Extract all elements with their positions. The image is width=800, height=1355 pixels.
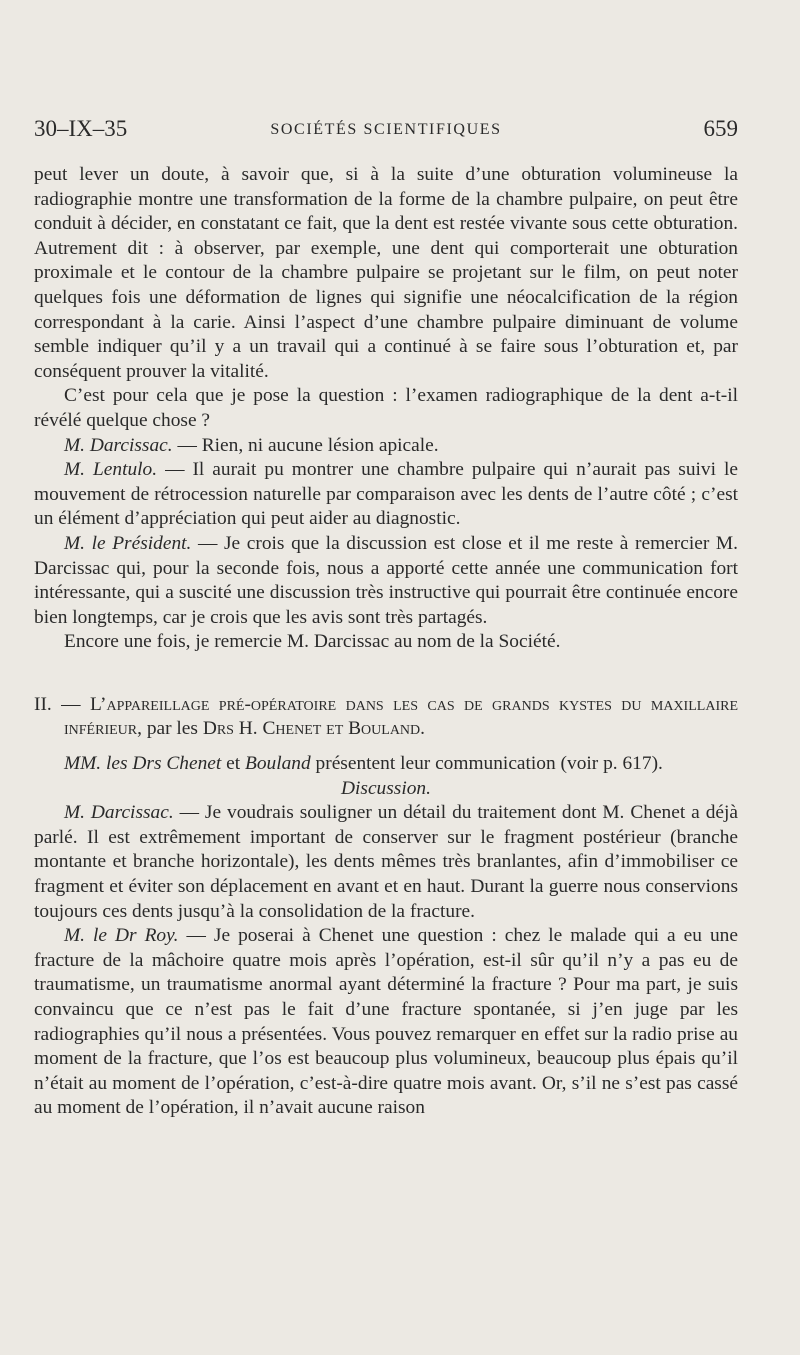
discussion-heading: Discussion. (341, 777, 431, 799)
page-number: 659 (703, 116, 738, 141)
speaker: M. le Dr Roy. (64, 925, 179, 947)
paragraph: M. le Président. — Je crois que la discussion est close et il me reste à remercier M. Darcissac qui, pour la seconde fois, nous a apporté cette année une communication fort intéressante, qui a suscité une discussion très instructive qui pourrait être continuée encore bien longtemps, car je crois que les avis sont très partagés. (34, 532, 738, 628)
speaker: M. Darcissac. (64, 802, 174, 824)
speaker: M. Darcissac. (64, 434, 173, 456)
speaker: M. le Président. (64, 532, 192, 554)
paragraph: M. Darcissac. — Je voudrais souligner un détail du traitement dont M. Chenet a déjà parlé. Il est extrêmement important de conserver sur le fragment postérieur (branche montante et branche horizontale), les dents mêmes très branlantes, afin d’immobiliser ce fragment et éviter son déplacement en avant et en haut. Durant la guerre nous conservions toujours ces dents jusqu’à la consolidation de la fracture. (34, 802, 738, 922)
paragraph: C’est pour cela que je pose la question : l’examen radiographique de la dent a-t-il révélé quelque chose ? (34, 385, 738, 431)
page-body (34, 163, 738, 1121)
speaker: M. Lentulo. (64, 459, 158, 481)
paragraph: M. Darcissac. — Rien, ni aucune lésion apicale. (64, 434, 439, 456)
paragraph: M. le Dr Roy. — Je poserai à Chenet une question : chez le malade qui a eu une fracture de la mâchoire quatre mois après l’opération, est-il sûr qu’il n’y a pas eu de traumatisme, un traumatisme anormal ayant déterminé la fracture ? Pour ma part, je suis convaincu que ce n’est pas le fait d’une fracture spontanée, si j’en juge par les radiographies qu’il nous a présentées. Vous pouvez remarquer en effet sur la radio prise au moment de la fracture, que l’os est beaucoup plus volumineux, beaucoup plus épais qu’il n’était au moment de l’opération, c’est-à-dire quatre mois avant. Or, s’il ne s’est pas cassé au moment de l’opération, il n’avait aucune raison (34, 925, 738, 1119)
paragraph: Encore une fois, je remercie M. Darcissac au nom de la Société. (64, 631, 561, 653)
running-header (34, 116, 738, 146)
paragraph: MM. les Drs Chenet et Bouland présentent leur communication (voir p. 617). (64, 753, 663, 775)
header-title: SOCIÉTÉS SCIENTIFIQUES (270, 121, 502, 138)
paragraph: M. Lentulo. — Il aurait pu montrer une chambre pulpaire qui n’aurait pas suivi le mouvement de rétrocession naturelle par comparaison avec les dents de l’autre côté ; c’est un élément d’appréciation qui peut aider au diagnostic. (34, 459, 738, 530)
header-date: 30–IX–35 (34, 116, 128, 141)
paragraph: peut lever un doute, à savoir que, si à la suite d’une obturation volumineuse la radiographie montre une transformation de la forme de la chambre pulpaire, on peut être conduit à décider, en constatant ce fait, que la dent est restée vivante sous cette obturation. Autrement dit : à observer, par exemple, une dent qui comporterait une obturation proximale et le contour de la chambre pulpaire se projetant sur le film, on peut noter quelques fois une déformation de lignes qui signifie une néocalcification de la région correspondant à la carie. Ainsi l’aspect d’une chambre pulpaire diminuant de volume semble indiquer qu’il y a un travail qui a continué à se faire sous l’obturation et, par conséquent prouver la vitalité. (34, 164, 738, 382)
section-heading: II. — L’appareillage pré-opératoire dans les cas de grands kystes du maxillaire inférieur, par les Drs H. Chenet et Bouland. (34, 693, 738, 740)
